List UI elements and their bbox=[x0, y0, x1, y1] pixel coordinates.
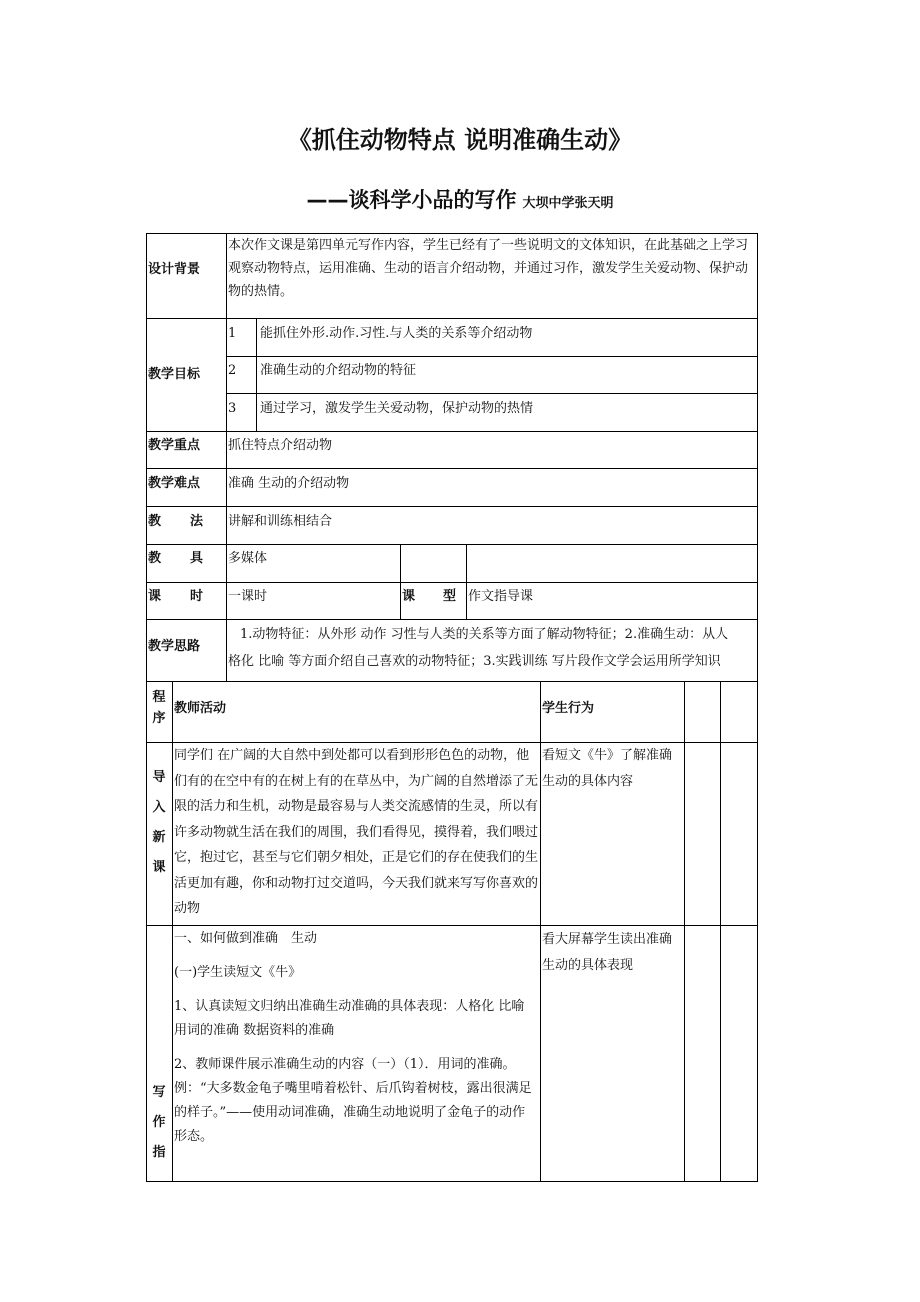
author-name: 大坝中学张天明 bbox=[522, 196, 614, 211]
writing-paragraph: 1、认真读短文归纳出准确生动准确的具体表现：人格化 比喻 用词的准确 数据资料的准确 bbox=[174, 999, 525, 1038]
procedure-label bbox=[147, 687, 171, 729]
difficulty-label: 教学难点 bbox=[148, 476, 201, 491]
design-background-label: 设计背景 bbox=[148, 262, 201, 277]
tools-label-char: 具 bbox=[189, 551, 203, 566]
procedure-label-char: 程 bbox=[152, 690, 166, 705]
lesson-type-text: 作文指导课 bbox=[468, 589, 534, 604]
intro-label-char: 新 bbox=[152, 830, 166, 845]
lesson-type-label-char: 型 bbox=[442, 589, 456, 604]
hours-label-char: 课 bbox=[148, 589, 162, 604]
objectives-label: 教学目标 bbox=[148, 367, 201, 382]
tools-label-char: 教 bbox=[148, 551, 162, 566]
method-text: 讲解和训练相结合 bbox=[228, 514, 333, 529]
design-background-text: 本次作文课是第四单元写作内容，学生已经有了一些说明文的文体知识，在此基础之上学习观察动物特点，运用准确、生动的语言介绍动物，并通过习作，激发学生关爱动物、保护动物的热情。 bbox=[228, 238, 749, 299]
difficulty-text: 准确 生动的介绍动物 bbox=[228, 476, 350, 491]
writing-student-text: 看大屏幕学生读出准确生动的具体表现 bbox=[542, 932, 673, 973]
approach-line: 格化 比喻 等方面介绍自己喜欢的动物特征；3.实践训练 写片段作文学会运用所学知识 bbox=[228, 654, 721, 669]
objective-text: 通过学习，激发学生关爱动物，保护动物的热情 bbox=[260, 401, 534, 416]
intro-label-char: 导 bbox=[152, 770, 166, 785]
writing-label-char: 指 bbox=[152, 1145, 166, 1160]
writing-paragraph: (一)学生读短文《牛》 bbox=[174, 965, 302, 980]
method-label bbox=[148, 510, 203, 533]
intro-label-char: 入 bbox=[152, 800, 166, 815]
hours-text: 一课时 bbox=[228, 589, 268, 604]
intro-label-char: 课 bbox=[152, 860, 166, 875]
document-title: 《抓住动物特点 说明准确生动》 bbox=[287, 126, 633, 154]
key-point-text: 抓住特点介绍动物 bbox=[228, 438, 333, 453]
intro-student-text: 看短文《牛》了解准确生动的具体内容 bbox=[542, 748, 673, 789]
approach-line: 1.动物特征：从外形 动作 习性与人类的关系等方面了解动物特征；2.准确生动：从人 bbox=[240, 627, 729, 642]
writing-paragraph: 一、如何做到准确 生动 bbox=[174, 931, 318, 946]
objective-number: 3 bbox=[228, 401, 237, 416]
intro-teacher-text: 同学们 在广阔的大自然中到处都可以看到形形色色的动物，他们有的在空中有的在树上有的在草丛中，为广阔的自然增添了无限的活力和生机，动物是最容易与人类交流感情的生灵，所以有许多动物就生活在我们的周围，我们看得见，摸得着，我们喂过它，抱过它，甚至与它们朝夕相处，正是它们的存在使我们的生活更加有趣，你和动物打过交道吗，今天我们就来写写你喜欢的动物 bbox=[174, 748, 539, 916]
procedure-label-char: 序 bbox=[152, 711, 166, 726]
intro-section-label bbox=[147, 763, 171, 883]
tools-label bbox=[148, 547, 203, 570]
objective-text: 能抓住外形.动作.习性.与人类的关系等介绍动物 bbox=[260, 326, 533, 341]
document-subtitle bbox=[0, 184, 920, 214]
hours-label bbox=[148, 585, 203, 608]
approach-label: 教学思路 bbox=[148, 639, 201, 654]
subtitle-text: ——谈科学小品的写作 bbox=[306, 188, 517, 212]
writing-teacher-content bbox=[174, 927, 538, 1149]
lesson-type-label bbox=[402, 585, 456, 608]
method-label-char: 教 bbox=[148, 514, 162, 529]
method-label-char: 法 bbox=[189, 514, 203, 529]
objective-number: 2 bbox=[228, 363, 237, 378]
key-point-label: 教学重点 bbox=[148, 438, 201, 453]
tools-text: 多媒体 bbox=[228, 551, 268, 566]
writing-label-char: 作 bbox=[152, 1115, 166, 1130]
objective-number: 1 bbox=[228, 326, 237, 341]
writing-label-char: 写 bbox=[152, 1085, 166, 1100]
writing-paragraph: 2、教师课件展示准确生动的内容（一）（1）．用词的准确。例：“大多数金龟子嘴里啃着松针、后爪钩着树枝，露出很满足的样子。”——使用动词准确，准确生动地说明了金龟子的动作形态。 bbox=[174, 1057, 532, 1144]
hours-label-char: 时 bbox=[189, 589, 203, 604]
writing-section-label bbox=[147, 1078, 171, 1168]
teacher-activity-header: 教师活动 bbox=[174, 701, 227, 716]
objective-text: 准确生动的介绍动物的特征 bbox=[260, 363, 417, 378]
approach-text bbox=[228, 621, 758, 675]
student-behavior-header: 学生行为 bbox=[542, 701, 595, 716]
lesson-type-label-char: 课 bbox=[402, 589, 416, 604]
